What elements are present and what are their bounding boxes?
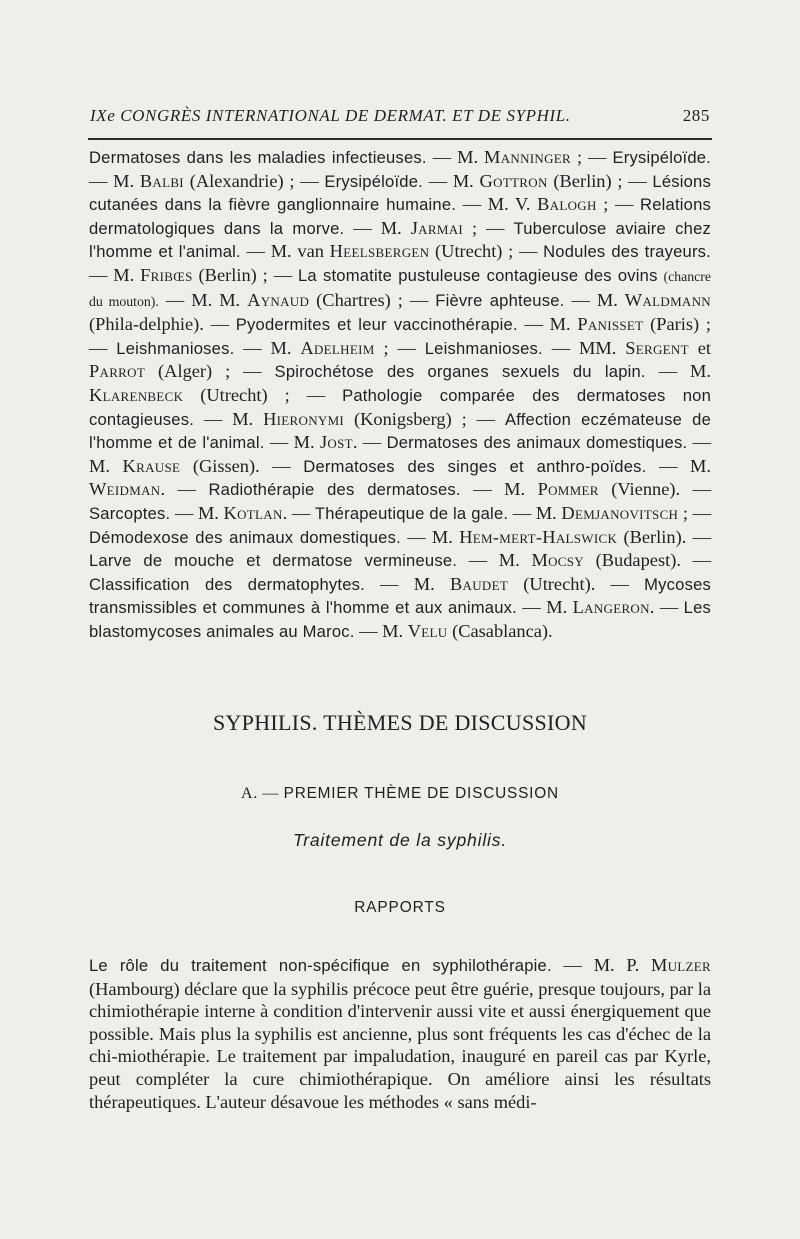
text-run: — M. (646, 455, 711, 476)
text-run: . — (352, 432, 387, 453)
text-run: (chancre du mouton). (89, 268, 711, 309)
rapports-heading: RAPPORTS (354, 899, 446, 916)
author-name: Panisset (577, 314, 644, 335)
topic-title: Dermatoses dans les maladies infectieuses. (89, 148, 427, 167)
author-name: Pommer (537, 479, 599, 500)
topic-title: Affection eczémateuse de l'homme et de l'animal. (89, 409, 712, 453)
topic-title: Nodules des trayeurs. (543, 242, 711, 262)
author-name: Velu (407, 620, 448, 641)
text-run: (Berlin) ; — (192, 264, 298, 285)
author-name: Gottron (479, 170, 548, 191)
topic-title: Lésions cutanées dans la fièvre ganglionnaire humaine. (89, 171, 711, 215)
page-number: 285 (682, 106, 710, 125)
author-name: Mocsy (531, 550, 584, 571)
text-run: — M. (460, 479, 538, 500)
text-run: — M. (645, 361, 711, 382)
text-run: (Utrecht). — (508, 573, 645, 594)
author-name: Demjanovitsch (561, 502, 679, 523)
topic-title: Classification des dermatophytes. (89, 574, 365, 594)
text-run: — M. (89, 264, 141, 285)
author-name: Jarmai (410, 217, 464, 238)
text-run: — M. (89, 432, 712, 476)
author-name: Waldmann (624, 289, 711, 310)
topic-title: Sarcoptes. (89, 503, 171, 523)
text-run: — MM. (542, 337, 626, 358)
text-run: — M. (422, 170, 480, 191)
text-run: (Vienne). — (598, 479, 711, 500)
topic-title: Mycoses transmissibles et communes à l'homme et aux animaux. (89, 574, 711, 618)
text-run: — M. (354, 620, 408, 641)
text-run: (Chartres) ; — (309, 289, 436, 310)
text-run: — M. (364, 573, 450, 594)
topic-title: Le rôle du traitement non-spécifique en syphilothérapie. (89, 956, 552, 975)
text-run: (Paris) ; — (89, 314, 711, 358)
text-run: (Phila-delphie). — (89, 314, 236, 335)
theme-heading (0, 785, 800, 803)
text-run: (Utrecht) ; — (429, 241, 544, 262)
text-run: — M. (517, 314, 578, 335)
author-name: Aynaud (247, 289, 310, 310)
author-name: Parrot (89, 361, 146, 382)
author-name: Hem-mert-Halswick (459, 526, 618, 547)
author-name: Manninger (484, 147, 571, 167)
author-name: Baudet (449, 573, 509, 594)
author-name: Balbi (139, 170, 184, 191)
author-name: Jost (319, 432, 353, 453)
author-name: Fribœs (140, 264, 193, 285)
theme-letter: A. — (241, 785, 280, 802)
text-run: — M. (457, 550, 532, 571)
text-run: (Berlin) ; — (547, 170, 653, 191)
text-run: . — (282, 502, 315, 523)
topic-title: Tuberculose aviaire chez l'homme et l'animal. (89, 218, 711, 262)
author-name: Hieronymi (263, 408, 345, 429)
topic-title: Erysipéloïde. (324, 171, 423, 191)
topic-title: Relations dermatologiques dans la morve. (89, 195, 712, 238)
paragraph-text (89, 146, 711, 643)
author-name: Balogh (537, 194, 597, 215)
text-run: ; — (463, 217, 514, 238)
text-run: — M. (426, 147, 485, 167)
text-run: — M. (264, 432, 320, 453)
topic-title: Pathologie comparée des dermatoses non contagieuses. (89, 385, 711, 429)
text-run: — M. M. (158, 289, 248, 310)
text-run: ; — (678, 502, 711, 523)
topic-title: Spirochétose des organes sexuels du lapin. (274, 362, 646, 382)
text-run: et (688, 337, 711, 358)
text-run: — M. van (240, 241, 330, 262)
topic-title: Radiothérapie des dermatoses. (208, 480, 461, 500)
text-run: (Alexandrie) ; — (183, 170, 325, 191)
topic-title: Larve de mouche et dermatose vermineuse. (89, 551, 458, 571)
text-run: . — (160, 479, 209, 500)
text-run: . — (649, 597, 684, 618)
author-name: Adelheim (300, 337, 375, 358)
topic-title: Démodexose des animaux domestiques. (89, 527, 401, 547)
text-run: ; — (596, 194, 641, 215)
topic-title: La stomatite pustuleuse contagieuse des ovins (298, 265, 658, 285)
text-run: (Konigsberg) ; — (344, 408, 505, 429)
text-run: — M. (344, 217, 411, 238)
text-run: ; — (570, 147, 613, 167)
text-run: — M. (516, 597, 573, 618)
theme-subtitle: Traitement de la syphilis. (292, 830, 508, 850)
text-run: — M. (564, 289, 625, 310)
text-run: — M. (508, 502, 562, 523)
text-run: (Gissen). — (180, 455, 304, 476)
topic-title: Les blastomycoses animales au Maroc. (89, 598, 712, 641)
topic-title: Erysipéloïde. (612, 148, 711, 167)
topic-title: Dermatoses des singes et anthro-poïdes. (303, 456, 647, 476)
text-run: (Alger) ; — (145, 361, 275, 382)
author-name: Kotlan (223, 502, 283, 523)
text-run: (Hambourg) déclare que la syphilis précoce peut être guérie, presque toujours, par la chimiothérapie interne à condition d'intervenir aussi vite et aussi énergiquement que possible. Mais plus la syphilis est ancienne, plus sont fréquents les cas d'échec de la chi-miothérapie. Le traitement par impaludation, inauguré en pareil cas par Kyrle, peut compléter la cure chimiothérapique. On améliore ainsi les résultats thérapeutiques. L'auteur désavoue les méthodes « sans médi- (89, 978, 711, 1112)
theme-title: PREMIER THÈME DE DISCUSSION (283, 785, 559, 802)
author-name: Weidman (89, 479, 161, 500)
author-name: Mulzer (650, 955, 711, 975)
text-run: — M. (170, 502, 224, 523)
author-name: Krause (122, 455, 181, 476)
topic-title: Thérapeutique de la gale. (314, 503, 509, 523)
text-run: — M. (234, 337, 301, 358)
topic-title: Fièvre aphteuse. (435, 290, 565, 310)
author-name: Klarenbeck (89, 384, 184, 405)
text-run: ; — (374, 337, 425, 358)
text-run: — M. P. (551, 955, 651, 975)
dermatoses-list-paragraph (89, 146, 711, 643)
running-header (90, 104, 710, 130)
section-title: SYPHILIS. THÈMES DE DISCUSSION (212, 710, 588, 735)
text-run: — M. V. (456, 194, 538, 215)
running-title: IXe CONGRÈS INTERNATIONAL DE DERMAT. ET DE SYPHIL. (90, 106, 571, 125)
text-run: (Utrecht) ; — (183, 384, 343, 405)
author-name: Sergent (625, 337, 689, 358)
author-name: Heelsbergen (329, 241, 430, 262)
mulzer-report-paragraph (89, 954, 711, 1113)
text-run: (Berlin). — (617, 526, 711, 547)
topic-title: Pyodermites et leur vaccinothérapie. (235, 315, 518, 335)
topic-title: Dermatoses des animaux domestiques. (386, 433, 688, 453)
text-run: — M. (194, 408, 264, 429)
text-run: — M. (89, 170, 140, 191)
topic-title: Leishmanioses. (116, 338, 235, 358)
text-run: (Casablanca). (447, 620, 553, 641)
text-run: (Budapest). — (583, 550, 711, 571)
topic-title: Leishmanioses. (424, 338, 543, 358)
header-rule (88, 138, 712, 140)
paragraph-text (89, 954, 711, 1113)
text-run: — M. (400, 526, 460, 547)
author-name: Langeron (572, 597, 650, 618)
